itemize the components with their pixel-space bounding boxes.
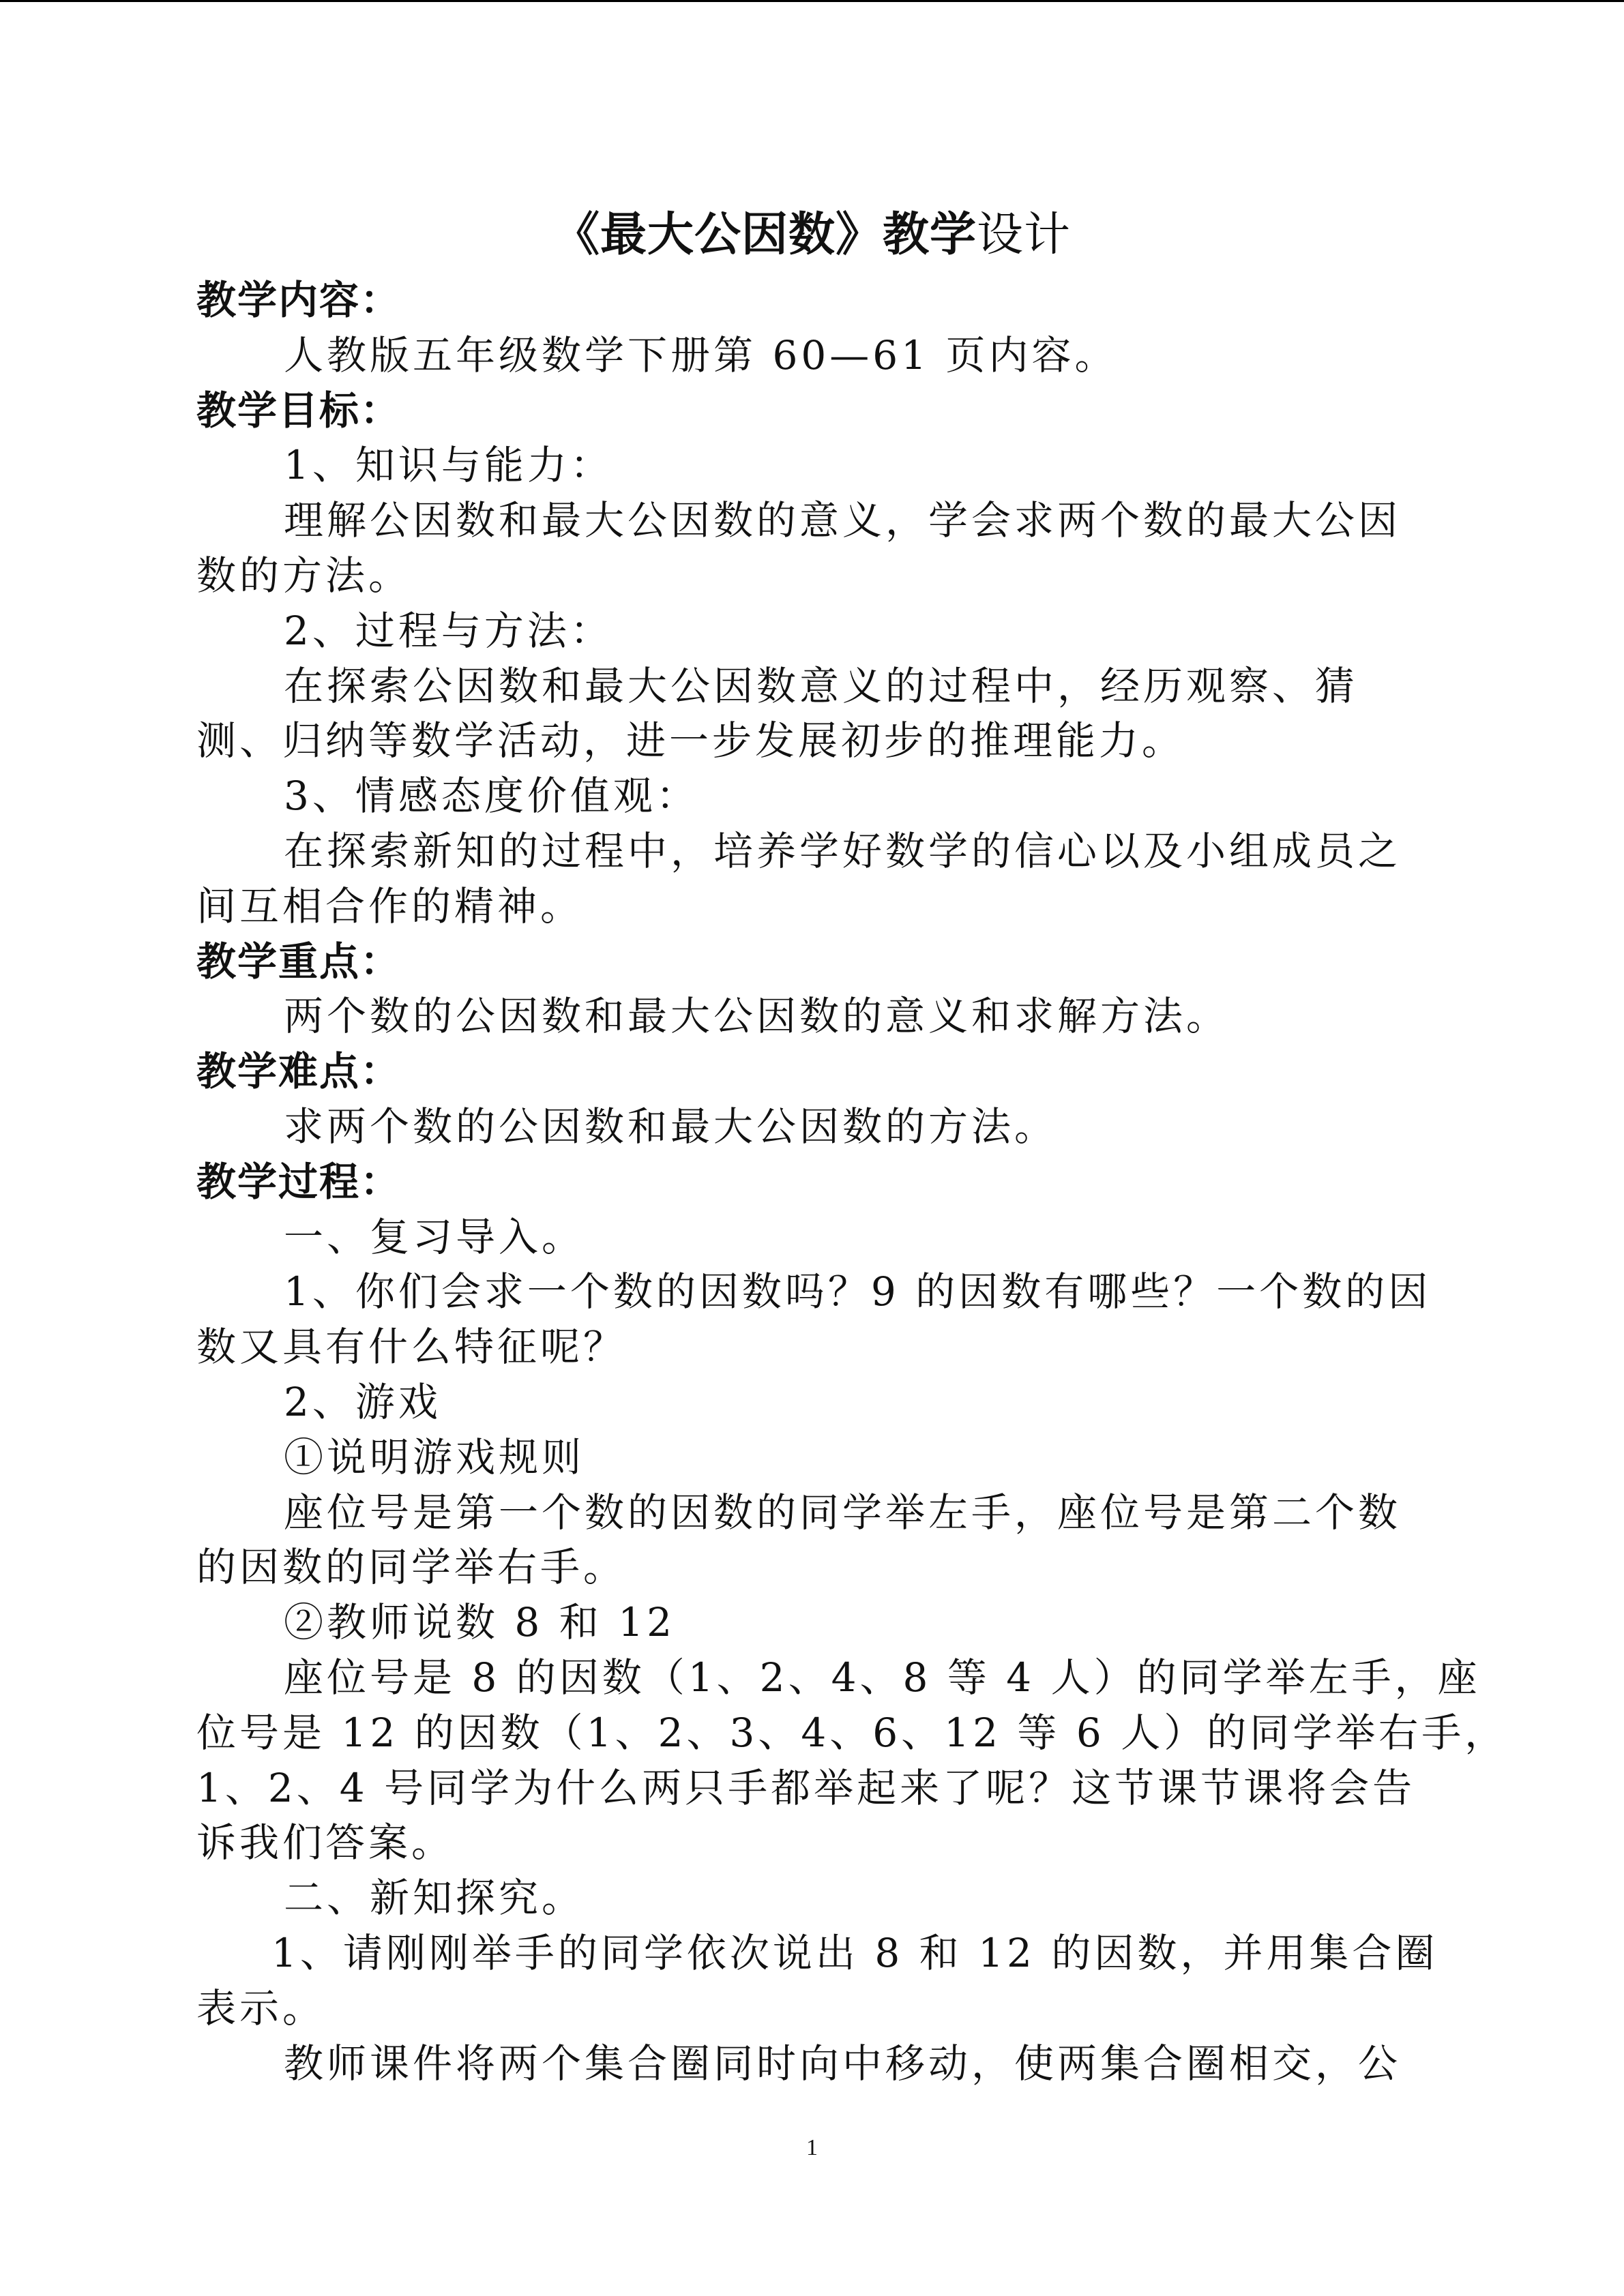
section-heading-key-points: 教学重点： bbox=[196, 938, 402, 985]
subheading-teacher-numbers: ②教师说数 8 和 12 bbox=[284, 1599, 676, 1646]
paragraph-line: 1、2、4 号同学为什么两只手都举起来了呢？这节课节课将会告 bbox=[196, 1764, 1416, 1811]
paragraph-line: 座位号是 8 的因数（1、2、4、8 等 4 人）的同学举左手，座 bbox=[284, 1654, 1481, 1701]
subheading-game: 2、游戏 bbox=[284, 1378, 441, 1425]
paragraph-line: 诉我们答案。 bbox=[196, 1819, 455, 1866]
title-bold-part: 《最大公因数》教学 bbox=[552, 208, 977, 262]
paragraph-line: 在探索公因数和最大公因数意义的过程中，经历观察、猜 bbox=[284, 662, 1359, 709]
paragraph-line: 的因数的同学举右手。 bbox=[196, 1544, 627, 1591]
paragraph-line: 求两个数的公因数和最大公因数的方法。 bbox=[284, 1103, 1058, 1150]
paragraph-line: 人教版五年级数学下册第 60—61 页内容。 bbox=[284, 331, 1118, 378]
subheading-attitude: 3、情感态度价值观： bbox=[284, 773, 699, 820]
paragraph-line: 1、你们会求一个数的因数吗？9 的因数有哪些？一个数的因 bbox=[284, 1268, 1432, 1315]
paragraph-line: 位号是 12 的因数（1、2、3、4、6、12 等 6 人）的同学举右手， bbox=[196, 1709, 1508, 1756]
paragraph-line: 测、归纳等数学活动，进一步发展初步的推理能力。 bbox=[196, 717, 1185, 764]
paragraph-line: 数的方法。 bbox=[196, 552, 412, 599]
page-number: 1 bbox=[806, 2135, 818, 2160]
paragraph-line: 表示。 bbox=[196, 1984, 326, 2031]
subheading-knowledge: 1、知识与能力： bbox=[284, 442, 613, 489]
section-heading-process: 教学过程： bbox=[196, 1158, 402, 1205]
document-title bbox=[0, 198, 1624, 273]
subheading-review: 一、复习导入。 bbox=[284, 1213, 585, 1260]
paragraph-line: 间互相合作的精神。 bbox=[196, 882, 584, 929]
paragraph-line: 两个数的公因数和最大公因数的意义和求解方法。 bbox=[284, 993, 1230, 1040]
subheading-process-method: 2、过程与方法： bbox=[284, 607, 613, 654]
subheading-game-rules: ①说明游戏规则 bbox=[284, 1433, 585, 1480]
subheading-new-knowledge: 二、新知探究。 bbox=[284, 1875, 585, 1922]
document-body bbox=[196, 273, 1508, 2091]
paragraph-line: 1、请刚刚举手的同学依次说出 8 和 12 的因数，并用集合圈 bbox=[271, 1929, 1438, 1976]
paragraph-line: 理解公因数和最大公因数的意义，学会求两个数的最大公因 bbox=[284, 497, 1402, 544]
paragraph-line: 座位号是第一个数的因数的同学举左手，座位号是第二个数 bbox=[284, 1489, 1402, 1536]
section-heading-content: 教学内容： bbox=[196, 277, 402, 323]
title-light-part: 设计 bbox=[977, 208, 1072, 262]
top-border-line bbox=[0, 0, 1624, 2]
paragraph-line: 数又具有什么特征呢？ bbox=[196, 1324, 627, 1371]
paragraph-line: 教师课件将两个集合圈同时向中移动，使两集合圈相交，公 bbox=[284, 2040, 1402, 2087]
section-heading-difficulty: 教学难点： bbox=[196, 1048, 402, 1095]
paragraph-line: 在探索新知的过程中，培养学好数学的信心以及小组成员之 bbox=[284, 827, 1402, 874]
section-heading-goals: 教学目标： bbox=[196, 387, 402, 434]
